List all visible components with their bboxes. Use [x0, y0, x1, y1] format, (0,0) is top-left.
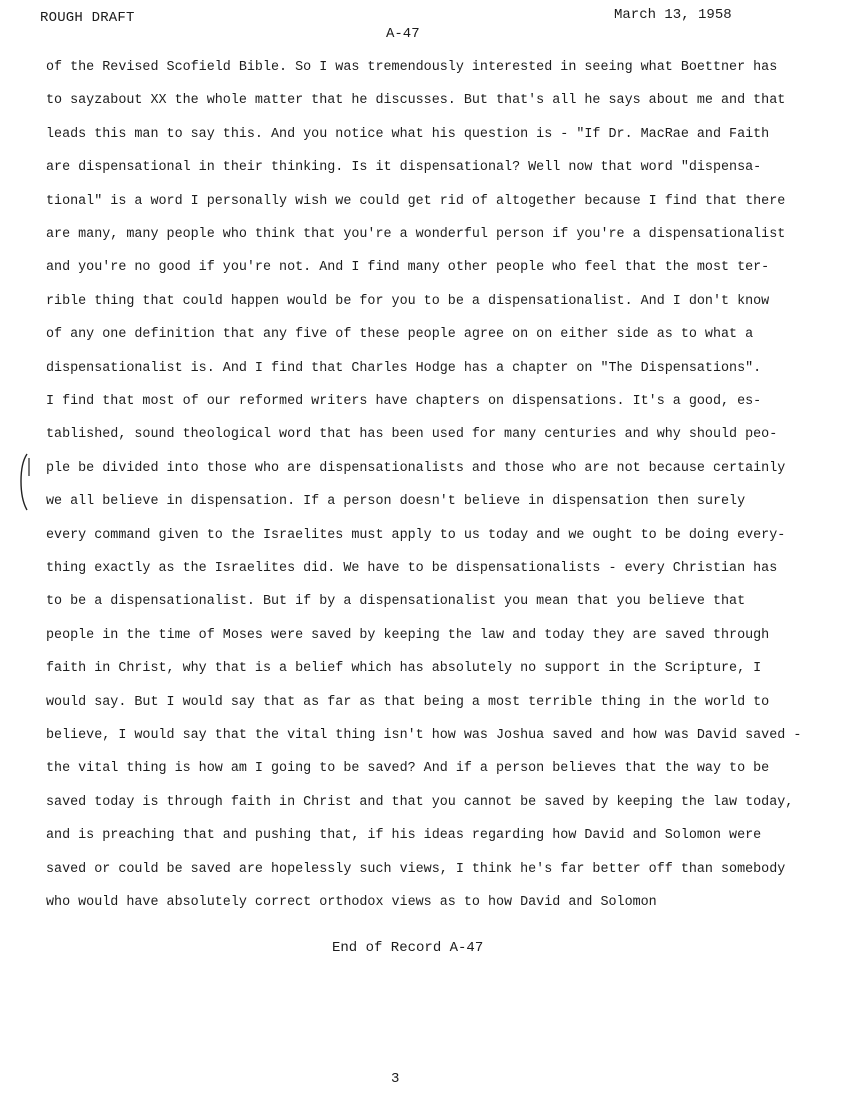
text-line: would say. But I would say that as far as that being a most terrible thing in the world to: [46, 694, 770, 710]
text-line: saved today is through faith in Christ and that you cannot be saved by keeping the law today,: [46, 794, 794, 810]
text-line: the vital thing is how am I going to be saved? And if a person believes that the way to be: [46, 761, 770, 777]
text-line: every command given to the Israelites must apply to us today and we ought to be doing every-: [46, 527, 786, 543]
text-line: rible thing that could happen would be for you to be a dispensationalist. And I don't know: [46, 293, 770, 309]
page-number: 3: [391, 1071, 400, 1087]
text-line: ple be divided into those who are dispensationalists and those who are not because certainly: [46, 460, 786, 476]
text-line: of the Revised Scofield Bible. So I was tremendously interested in seeing what Boettner has: [46, 60, 778, 75]
page-code: A-47: [386, 26, 420, 42]
text-line: believe, I would say that the vital thing isn't how was Joshua saved and how was David saved -: [46, 728, 802, 743]
text-line: are dispensational in their thinking. Is it dispensational? Well now that word "dispensa-: [46, 160, 762, 176]
text-line: to be a dispensationalist. But if by a dispensationalist you mean that you believe that: [46, 594, 746, 610]
text-line: saved or could be saved are hopelessly such views, I think he's far better off than somebody: [46, 861, 786, 877]
text-line: tablished, sound theological word that has been used for many centuries and why should peo-: [46, 427, 778, 443]
text-line: I find that most of our reformed writers have chapters on dispensations. It's a good, es-: [46, 394, 762, 409]
text-line: people in the time of Moses were saved by keeping the law and today they are saved through: [46, 627, 770, 643]
rough-draft-label: ROUGH DRAFT: [40, 10, 135, 26]
text-line: tional" is a word I personally wish we could get rid of altogether because I find that there: [46, 193, 786, 209]
text-line: of any one definition that any five of these people agree on on either side as to what a: [46, 327, 754, 343]
text-line: to sayzabout XX the whole matter that he discusses. But that's all he says about me and that: [46, 93, 786, 109]
text-line: faith in Christ, why that is a belief which has absolutely no support in the Scripture, I: [46, 661, 762, 677]
end-of-record: End of Record A-47: [332, 940, 484, 956]
text-line: thing exactly as the Israelites did. We have to be dispensationalists - every Christian has: [46, 561, 778, 576]
text-line: are many, many people who think that you're a wonderful person if you're a dispensationalist: [46, 227, 786, 242]
text-line: we all believe in dispensation. If a person doesn't believe in dispensation then surely: [46, 494, 746, 510]
text-line: and is preaching that and pushing that, if his ideas regarding how David and Solomon were: [46, 828, 762, 844]
text-line: dispensationalist is. And I find that Charles Hodge has a chapter on "The Dispensations".: [46, 360, 762, 376]
document-date: March 13, 1958: [614, 7, 732, 23]
text-line: who would have absolutely correct orthodox views as to how David and Solomon: [46, 895, 657, 910]
text-line: leads this man to say this. And you notice what his question is - "If Dr. MacRae and Faith: [46, 126, 770, 142]
text-line: and you're no good if you're not. And I find many other people who feel that the most ter-: [46, 260, 770, 276]
margin-bracket-mark: [17, 452, 31, 512]
